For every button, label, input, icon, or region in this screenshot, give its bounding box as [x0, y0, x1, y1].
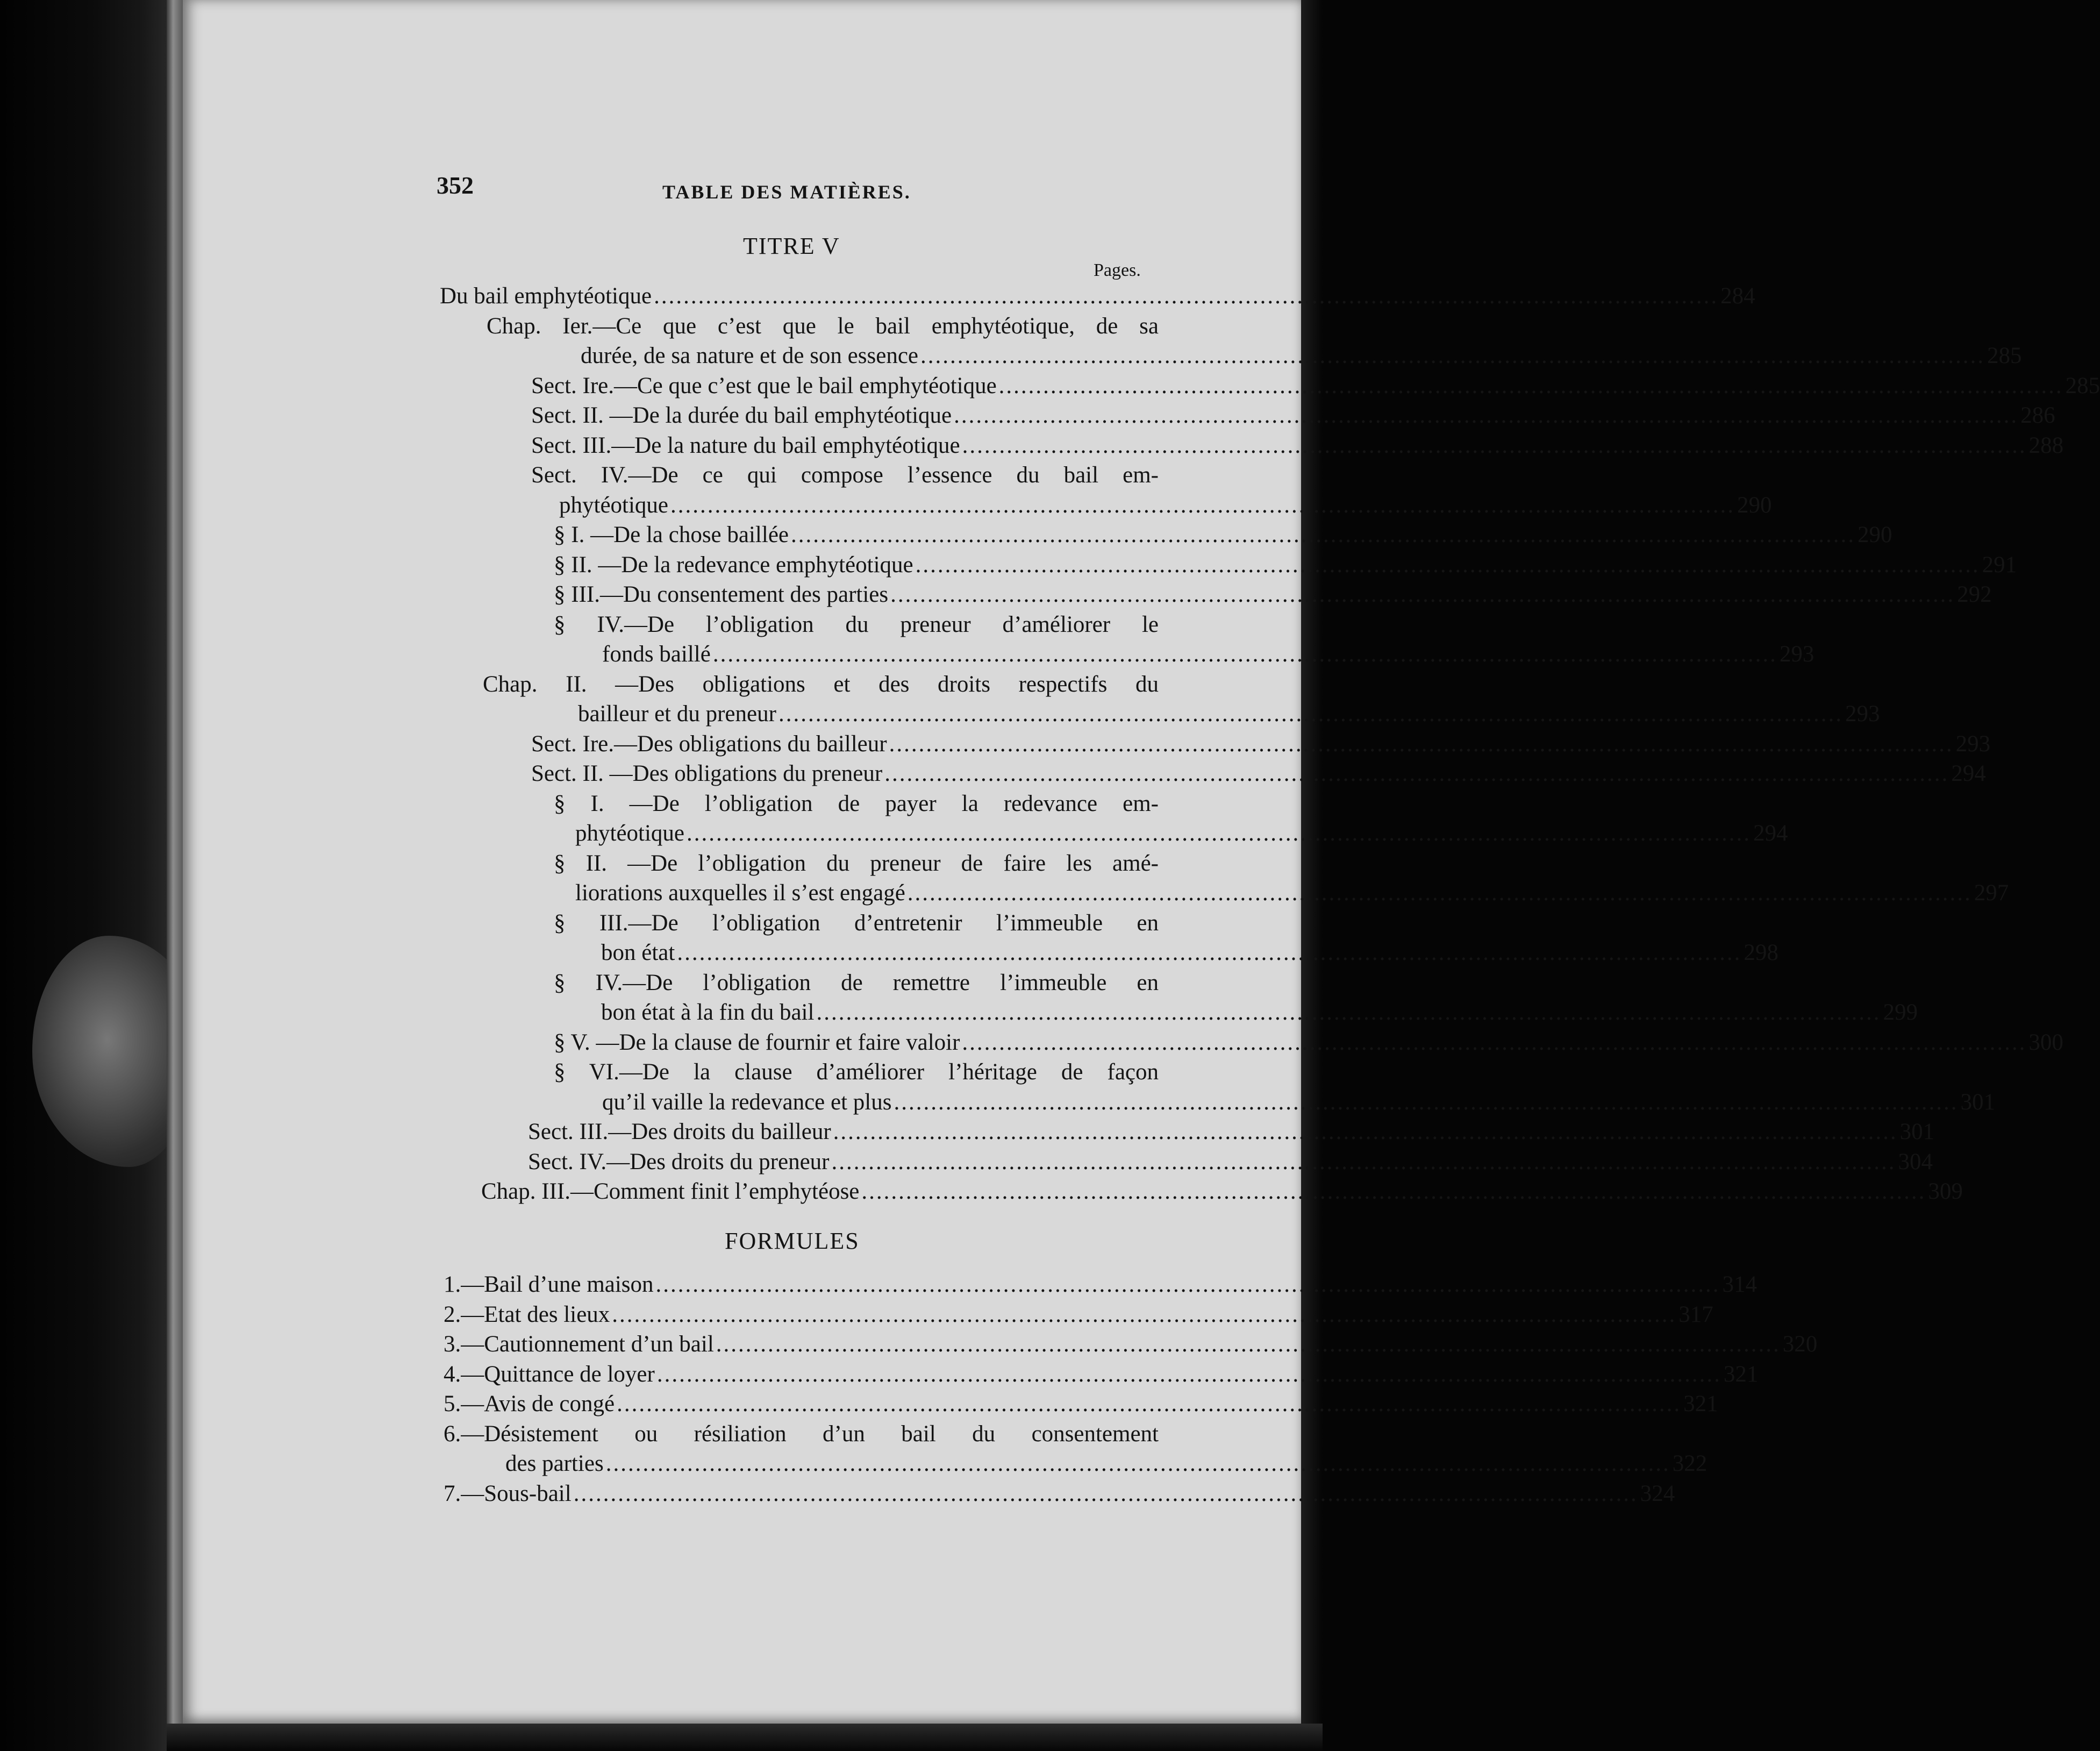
toc-entry	[444, 1331, 1818, 1361]
toc-entry-page: 291	[1982, 552, 2017, 578]
toc-entry	[528, 1149, 1933, 1179]
toc-entry-label: 4.—Quittance de loyer	[444, 1361, 655, 1387]
toc-entry-page: 322	[1672, 1451, 1708, 1476]
toc-entry-label: § I. —De la chose baillée	[554, 522, 789, 547]
toc-entry-line: § II. —De l’obligation du preneur de faire les amé-	[554, 850, 1159, 876]
toc-entry	[601, 999, 1918, 1029]
toc-entry-label: des parties	[505, 1451, 604, 1476]
leader-dots: ................................................................................................................................................	[654, 283, 1719, 309]
toc-entry	[602, 1089, 1995, 1119]
toc-entry	[505, 1450, 1708, 1480]
toc-entry-page: 297	[1974, 880, 2009, 906]
toc-entry-page: 285	[2065, 373, 2100, 398]
toc-entry-page: 301	[1960, 1089, 1995, 1115]
leader-dots: ................................................................................................................................................	[605, 1451, 1670, 1476]
toc-entry-line: § IV.—De l’obligation de remettre l’immeuble en	[554, 970, 1159, 995]
toc-entry-label: liorations auxquelles il s’est engagé	[575, 880, 905, 906]
toc-entry-label: 5.—Avis de congé	[444, 1391, 615, 1417]
toc-entry-label: Chap. III.—Comment finit l’emphytéose	[481, 1179, 860, 1204]
leader-dots: ................................................................................................................................................	[889, 731, 1954, 757]
page-number: 352	[437, 172, 474, 199]
toc-entry	[531, 402, 2055, 432]
toc-entry-label: § II. —De la redevance emphytéotique	[554, 552, 913, 578]
leader-dots: ................................................................................................................................................	[920, 343, 1985, 368]
toc-entry	[601, 939, 1778, 970]
leader-dots: ................................................................................................................................................	[861, 1179, 1926, 1204]
toc-entry	[531, 432, 2064, 462]
toc-entry-page: 286	[2020, 403, 2055, 428]
toc-entry	[531, 760, 1986, 791]
toc-entry-page: 294	[1951, 761, 1986, 786]
toc-entry-page: 290	[1858, 522, 1892, 547]
leader-dots: ................................................................................................................................................	[894, 1089, 1959, 1115]
toc-entry-page: 304	[1898, 1149, 1933, 1175]
toc-entry	[444, 1480, 1675, 1511]
leader-dots: ................................................................................................................................................	[833, 1119, 1898, 1144]
leader-dots: ................................................................................................................................................	[791, 522, 1855, 547]
toc-entry-page: 292	[1957, 582, 1992, 607]
toc-entry	[531, 373, 2100, 403]
toc-entry-line: § IV.—De l’obligation du preneur d’améliorer le	[554, 611, 1159, 637]
toc-entry-page: 301	[1899, 1119, 1935, 1144]
leader-dots: ................................................................................................................................................	[831, 1149, 1896, 1175]
leader-dots: ................................................................................................................................................	[712, 642, 1777, 667]
toc-entry	[559, 492, 1772, 522]
leader-dots: ................................................................................................................................................	[884, 761, 1949, 786]
toc-entry-line: Chap. Ier.—Ce que c’est que le bail emphytéotique, de sa	[487, 313, 1159, 339]
toc-entry-line: § VI.—De la clause d’améliorer l’héritage de façon	[554, 1059, 1159, 1085]
toc-entry-page: 285	[1987, 343, 2022, 368]
toc-entry-label: 1.—Bail d’une maison	[444, 1272, 654, 1297]
leader-dots: ................................................................................................................................................	[670, 492, 1735, 518]
leader-dots: ................................................................................................................................................	[907, 880, 1972, 906]
toc-entry-page: 317	[1678, 1301, 1713, 1327]
toc-entry	[554, 522, 1892, 552]
toc-entry-page: 321	[1723, 1361, 1759, 1387]
scan-left-margin	[0, 0, 167, 1751]
toc-entry-line: Chap. II. —Des obligations et des droits respectifs du	[483, 671, 1159, 697]
toc-entry-label: phytéotique	[575, 821, 685, 846]
toc-entry	[528, 1119, 1935, 1149]
toc-entry	[554, 1029, 2063, 1059]
toc-entry	[440, 283, 1755, 313]
toc-entry-label: § III.—Du consentement des parties	[554, 582, 889, 607]
toc-entry-label: bon état	[601, 940, 675, 965]
toc-entry	[444, 1361, 1759, 1391]
toc-entry-page: 284	[1720, 283, 1755, 309]
leader-dots: ................................................................................................................................................	[998, 373, 2063, 398]
leader-dots: ................................................................................................................................................	[655, 1272, 1720, 1297]
leader-dots: ................................................................................................................................................	[962, 432, 2027, 458]
running-title: TABLE DES MATIÈRES.	[662, 181, 911, 203]
toc-entry-page: 299	[1883, 1000, 1918, 1025]
leader-dots: ................................................................................................................................................	[890, 582, 1955, 607]
pages-column-label: Pages.	[1094, 260, 1141, 280]
toc-entry-label: bon état à la fin du bail	[601, 1000, 815, 1025]
toc-entry	[575, 880, 2009, 910]
toc-entry	[481, 1178, 1963, 1208]
toc-entry-label: Sect. Ire.—Ce que c’est que le bail emphytéotique	[531, 373, 997, 398]
toc-entry-page: 290	[1737, 492, 1772, 518]
toc-entry	[554, 552, 2017, 582]
toc-entry-label: Sect. III.—Des droits du bailleur	[528, 1119, 831, 1144]
leader-dots: ................................................................................................................................................	[656, 1361, 1722, 1387]
toc-entry-page: 293	[1845, 701, 1880, 727]
toc-entry-line: § III.—De l’obligation d’entretenir l’immeuble en	[554, 910, 1159, 936]
toc-entry	[602, 641, 1815, 671]
leader-dots: ................................................................................................................................................	[617, 1391, 1682, 1417]
toc-entry-page: 300	[2028, 1029, 2063, 1055]
toc-entry-page: 288	[2028, 432, 2064, 458]
leader-dots: ................................................................................................................................................	[573, 1480, 1638, 1506]
toc-entry-label: qu’il vaille la redevance et plus	[602, 1089, 892, 1115]
toc-entry-label: fonds baillé	[602, 642, 711, 667]
toc-entry-label: Sect. II. —Des obligations du preneur	[531, 761, 883, 786]
toc-entry	[578, 701, 1880, 731]
toc-entry-label: § V. —De la clause de fournir et faire valoir	[554, 1029, 960, 1055]
scan-bottom-margin	[167, 1724, 1323, 1751]
leader-dots: ................................................................................................................................................	[612, 1301, 1677, 1327]
toc-entry-label: durée, de sa nature et de son essence	[581, 343, 918, 368]
leader-dots: ................................................................................................................................................	[962, 1029, 2027, 1055]
leader-dots: ................................................................................................................................................	[687, 821, 1752, 846]
toc-entry-line: § I. —De l’obligation de payer la redevance em-	[554, 791, 1159, 816]
toc-entry	[554, 581, 1992, 611]
toc-entry-label: Sect. III.—De la nature du bail emphytéotique	[531, 432, 960, 458]
toc-entry-label: bailleur et du preneur	[578, 701, 776, 727]
toc-entry-label: 3.—Cautionnement d’un bail	[444, 1332, 714, 1357]
toc-entry-page: 298	[1744, 940, 1778, 965]
toc-entry-page: 294	[1753, 821, 1788, 846]
leader-dots: ................................................................................................................................................	[915, 552, 1980, 578]
leader-dots: ................................................................................................................................................	[778, 701, 1843, 727]
toc-entry-page: 321	[1683, 1391, 1718, 1417]
leader-dots: ................................................................................................................................................	[816, 1000, 1881, 1025]
toc-entry	[581, 343, 2022, 373]
toc-entry-line: 6.—Désistement ou résiliation d’un bail du consentement	[444, 1421, 1159, 1447]
toc-entry-line: Sect. IV.—De ce qui compose l’essence du bail em-	[531, 462, 1159, 488]
toc-entry	[444, 1391, 1718, 1421]
toc-entry-page: 293	[1955, 731, 1991, 757]
toc-entry-page: 320	[1782, 1332, 1818, 1357]
toc-entry	[444, 1271, 1758, 1301]
toc-entry-label: Sect. IV.—Des droits du preneur	[528, 1149, 830, 1175]
toc-entry-label: Du bail emphytéotique	[440, 283, 652, 309]
toc-entry-label: Sect. Ire.—Des obligations du bailleur	[531, 731, 887, 757]
titre-heading: TITRE V	[743, 233, 840, 259]
toc-entry	[575, 820, 1788, 850]
page-spine	[167, 0, 183, 1751]
toc-entry-page: 309	[1928, 1179, 1963, 1204]
toc-entry-label: phytéotique	[559, 492, 669, 518]
toc-entry-page: 314	[1722, 1272, 1758, 1297]
toc-entry	[444, 1301, 1713, 1332]
toc-entry-page: 293	[1779, 642, 1815, 667]
formules-heading: FORMULES	[725, 1228, 860, 1254]
toc-entry-label: Sect. II. —De la durée du bail emphytéotique	[531, 403, 952, 428]
toc-entry	[531, 731, 1991, 761]
leader-dots: ................................................................................................................................................	[716, 1332, 1781, 1357]
toc-entry-page: 324	[1640, 1480, 1675, 1506]
leader-dots: ................................................................................................................................................	[954, 403, 2019, 428]
toc-entry-label: 7.—Sous-bail	[444, 1480, 572, 1506]
leader-dots: ................................................................................................................................................	[677, 940, 1742, 965]
toc-entry-label: 2.—Etat des lieux	[444, 1301, 610, 1327]
